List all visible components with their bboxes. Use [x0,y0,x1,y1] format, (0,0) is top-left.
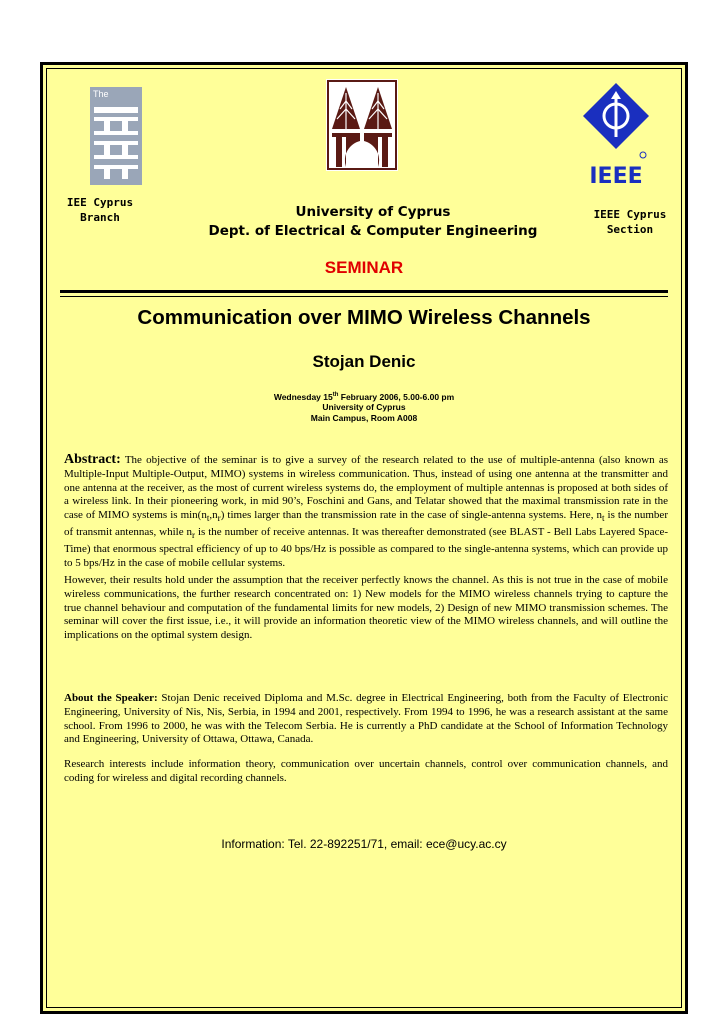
speaker-bio-heading: About the Speaker: [64,692,158,704]
iee-cyprus-branch-label: IEE Cyprus Branch [66,196,134,224]
iee-logo [90,87,142,185]
university-of-cyprus-logo [326,79,398,171]
svg-text:IEEE: IEEE [589,164,643,189]
speaker-name: Stojan Denic [312,352,416,371]
university-name: University of Cyprus [295,204,451,220]
abstract-paragraph: Abstract: The objective of the seminar is to give a survey of the research related to the use of multiple-antenna (also known as Multiple-Input Multiple-Output, MIMO) systems in wireless communication. Thus, instead of using one antenna at the transmitter and one antenna at the receiver, as the most of current wireless systems do, the employment of multiple antennas is proposed at both sides of a wireless link. In their pioneering work, in mid 90’s, Foschini and Gans, and Telatar showed that the maximal transmission rate in the case of MIMO systems is $\min(n_t,n_r)$ times larger than the transmission rate in the case of single-antenna systems. Here, $n_t$ is the number of transmit antennas, while $n_r$ is the number of receive antennas. It was thereafter demonstrated (see BLAST - Bell Labs Layered Space-Time) that enormous spectral efficiency of up to 40 bps/Hz is possible as compared to the single-antenna systems, which can provide up to 5 bps/Hz in the case of mobile cellular systems. [64,452,668,569]
ieee-cyprus-section-label: IEEE Cyprus Section [593,208,667,236]
poster-frame [40,62,688,1014]
event-details [43,390,685,423]
organizer-block [163,203,583,241]
abstract-paragraph-2: However, their results hold under the assumption that the receiver perfectly knows the channel. As this is not true in the case of mobile wireless communications, the further research concentrated on: 1) New models for the MIMO wireless channels trying to capture the true channel behaviour and computation of the fundamental limits for new models, 2) Design of new MIMO transmission schemes. The seminar will cover the first issue, i.e., it will provide an information theoretic view of the MIMO wireless channels, and will outline the implications on the optimal system design. [64,574,668,642]
seminar-heading: SEMINAR [324,258,404,277]
venue-line-1: University of Cyprus [322,402,406,413]
event-date: Wednesday 15th February 2006, 5.00-6.00 pm [273,391,455,402]
department-name: Dept. of Electrical & Computer Engineering [208,223,538,239]
seminar-title: Communication over MIMO Wireless Channels [137,306,591,329]
research-interests-paragraph: Research interests include information theory, communication over uncertain channels, control over communication channels, and coding for wireless and digital recording channels. [64,758,668,784]
divider-thin [60,296,668,297]
iee-logo-text: The [93,89,109,99]
speaker-bio-paragraph: About the Speaker: Stojan Denic received Diploma and M.Sc. degree in Electrical Engineering, both from the Faculty of Electronic Engineering, University of Nis, Nis, Serbia, in 1994 and 2001, respectively. From 1994 to 1996, he was a research assistant at the same school. From 1996 to 2000, he was with the Telecom Serbia. He is currently a PhD candidate at the School of Information Technology and Engineering, University of Ottawa, Ottawa, Canada. [64,692,669,746]
ieee-logo [581,81,651,189]
contact-information: Information: Tel. 22-892251/71, email: ece@ucy.ac.cy [221,837,507,851]
divider-thick [60,290,668,293]
venue-line-2: Main Campus, Room A008 [310,412,418,423]
abstract-heading: Abstract: [64,452,121,467]
